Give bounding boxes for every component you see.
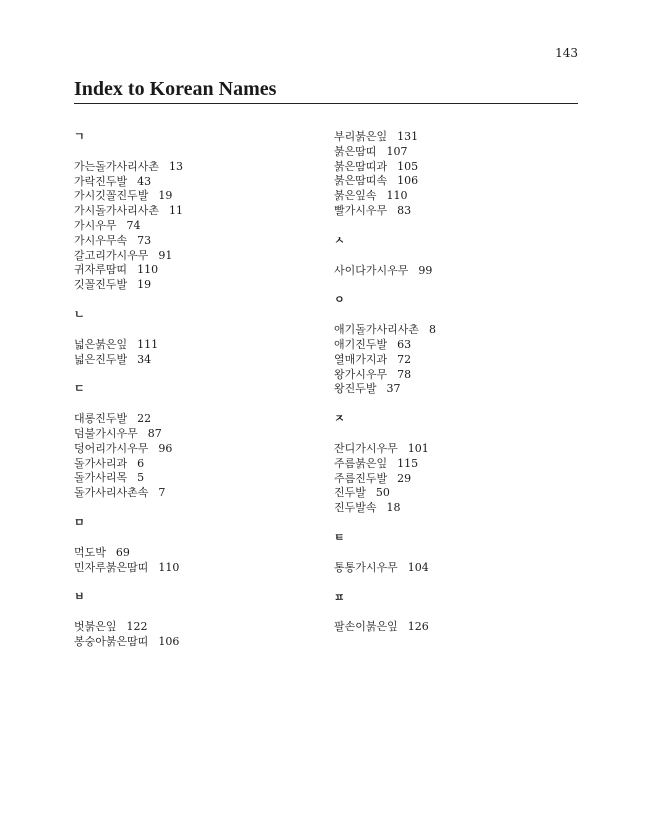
entry-name: 부리붉은잎	[334, 130, 388, 143]
index-section	[334, 412, 584, 516]
entry-name: 열매가지과	[334, 352, 388, 366]
entry-name: 진두발	[334, 486, 366, 500]
entry-page: 37	[386, 382, 401, 396]
index-entry	[334, 620, 584, 635]
entry-page: 126	[407, 620, 429, 634]
entry-name: 왕가시우무	[334, 367, 388, 381]
entry-page: 73	[137, 233, 152, 247]
entry-name: 붉은땀띠속	[334, 174, 388, 188]
entry-page: 107	[386, 144, 408, 158]
index-entry	[74, 457, 324, 472]
index-entry	[74, 471, 324, 486]
index-entry	[74, 278, 324, 293]
entry-name: 진두발속	[334, 501, 377, 515]
index-column-right	[334, 130, 584, 650]
entry-page: 19	[158, 189, 173, 203]
index-entry	[334, 353, 584, 368]
entry-name: 붉은땀띠	[334, 144, 377, 158]
entry-page: 106	[158, 634, 180, 648]
index-entry	[74, 189, 324, 204]
index-entry	[74, 427, 324, 442]
section-letter: ㅈ	[334, 412, 345, 426]
entry-page: 43	[137, 174, 152, 188]
index-entry	[74, 442, 324, 457]
entry-name: 벗붉은잎	[74, 620, 117, 634]
index-entry	[334, 442, 584, 457]
entry-page: 91	[158, 248, 173, 262]
index-section	[334, 591, 584, 636]
section-letter: ㅇ	[334, 293, 345, 307]
index-section	[74, 590, 324, 649]
entry-name: 귀자루땀띠	[74, 263, 128, 277]
section-letter: ㅍ	[334, 590, 345, 604]
entry-name: 사이다가시우무	[334, 263, 409, 277]
entry-name: 가시깃꼴진두발	[74, 189, 149, 203]
index-entry	[74, 412, 324, 427]
entry-page: 18	[386, 501, 401, 515]
entry-page: 6	[137, 456, 145, 470]
index-section	[334, 130, 584, 219]
index-entry	[334, 472, 584, 487]
index-section	[334, 293, 584, 397]
entry-page: 22	[137, 412, 152, 426]
entry-page: 29	[397, 471, 412, 485]
entry-page: 106	[397, 174, 419, 188]
index-entry	[74, 561, 324, 576]
entry-page: 99	[418, 263, 433, 277]
entry-page: 115	[397, 456, 419, 470]
section-letter: ㅁ	[74, 515, 85, 529]
entry-name: 붉은땀띠과	[334, 159, 388, 173]
index-column-left	[74, 130, 324, 665]
index-entry	[334, 174, 584, 189]
index-entry	[334, 501, 584, 516]
entry-page: 78	[397, 367, 412, 381]
entry-page: 122	[126, 620, 148, 634]
entry-page: 110	[158, 560, 180, 574]
section-letter: ㄴ	[74, 307, 85, 321]
entry-name: 가시우무속	[74, 233, 128, 247]
entry-page: 105	[397, 159, 419, 173]
entry-name: 애기돌가사리사촌	[334, 323, 420, 337]
entry-name: 넓은진두발	[74, 352, 128, 366]
entry-name: 봉숭아붉은땀띠	[74, 634, 149, 648]
entry-page: 19	[137, 278, 152, 292]
page-title: Index to Korean Names	[74, 78, 578, 104]
entry-page: 7	[158, 486, 166, 500]
entry-name: 가락진두발	[74, 174, 128, 188]
index-entry	[74, 620, 324, 635]
entry-name: 애기진두발	[334, 337, 388, 351]
entry-name: 민자루붉은땀띠	[74, 560, 149, 574]
section-letter: ㅅ	[334, 233, 345, 247]
index-entry	[334, 486, 584, 501]
entry-page: 74	[126, 218, 141, 232]
entry-name: 깃꼴진두발	[74, 278, 128, 292]
entry-name: 주름진두발	[334, 471, 388, 485]
index-entry	[74, 249, 324, 264]
index-section	[74, 382, 324, 501]
entry-page: 101	[407, 441, 429, 455]
entry-page: 110	[386, 189, 408, 203]
section-letter: ㅌ	[334, 530, 345, 544]
section-letter: ㄷ	[74, 382, 85, 396]
index-entry	[74, 204, 324, 219]
index-entry	[74, 635, 324, 650]
index-entry	[74, 160, 324, 175]
entry-page: 50	[375, 486, 390, 500]
entry-page: 83	[397, 203, 412, 217]
entry-page: 87	[147, 426, 162, 440]
index-entry	[334, 561, 584, 576]
index-entry	[334, 130, 584, 145]
entry-page: 111	[137, 337, 159, 351]
index-entry	[334, 145, 584, 160]
index-entry	[334, 204, 584, 219]
entry-name: 돌가사리과	[74, 456, 128, 470]
entry-name: 팔손이붉은잎	[334, 620, 398, 634]
index-section	[334, 531, 584, 576]
section-letter: ㄱ	[74, 130, 85, 143]
entry-name: 잔디가시우무	[334, 441, 398, 455]
entry-name: 주름붉은잎	[334, 456, 388, 470]
index-entry	[74, 486, 324, 501]
entry-page: 5	[137, 471, 145, 485]
index-section	[334, 234, 584, 279]
entry-page: 110	[137, 263, 159, 277]
entry-page: 69	[115, 545, 130, 559]
entry-name: 갈고리가시우무	[74, 248, 149, 262]
page-number: 143	[555, 46, 578, 60]
index-entry	[334, 368, 584, 383]
index-entry	[334, 338, 584, 353]
entry-name: 통통가시우무	[334, 560, 398, 574]
index-entry	[74, 546, 324, 561]
index-section	[74, 516, 324, 575]
index-entry	[74, 175, 324, 190]
index-entry	[334, 264, 584, 279]
section-letter: ㅂ	[74, 590, 85, 604]
index-entry	[334, 457, 584, 472]
entry-name: 가는돌가사리사촌	[74, 159, 160, 173]
entry-page: 104	[407, 560, 429, 574]
index-entry	[74, 219, 324, 234]
index-section	[74, 130, 324, 293]
entry-page: 96	[158, 441, 173, 455]
entry-page: 131	[397, 130, 419, 143]
entry-page: 63	[397, 337, 412, 351]
entry-name: 덤불가시우무	[74, 426, 138, 440]
index-entry	[74, 353, 324, 368]
index-entry	[334, 323, 584, 338]
entry-name: 가시돌가사리사촌	[74, 204, 160, 218]
entry-page: 34	[137, 352, 152, 366]
entry-name: 대롱진두발	[74, 412, 128, 426]
entry-name: 붉은잎속	[334, 189, 377, 203]
entry-name: 넓은붉은잎	[74, 337, 128, 351]
index-entry	[74, 338, 324, 353]
entry-name: 돌가사리사촌속	[74, 486, 149, 500]
entry-page: 72	[397, 352, 412, 366]
entry-page: 11	[169, 204, 184, 218]
index-entry	[74, 234, 324, 249]
entry-page: 13	[169, 159, 184, 173]
entry-name: 먹도박	[74, 545, 106, 559]
entry-name: 빨가시우무	[334, 203, 388, 217]
index-entry	[334, 382, 584, 397]
index-section	[74, 308, 324, 367]
index-entry	[334, 160, 584, 175]
entry-name: 덩어리가시우무	[74, 441, 149, 455]
entry-name: 왕진두발	[334, 382, 377, 396]
index-entry	[334, 189, 584, 204]
entry-page: 8	[429, 323, 437, 337]
entry-name: 돌가사리목	[74, 471, 128, 485]
entry-name: 가시우무	[74, 218, 117, 232]
index-entry	[74, 263, 324, 278]
